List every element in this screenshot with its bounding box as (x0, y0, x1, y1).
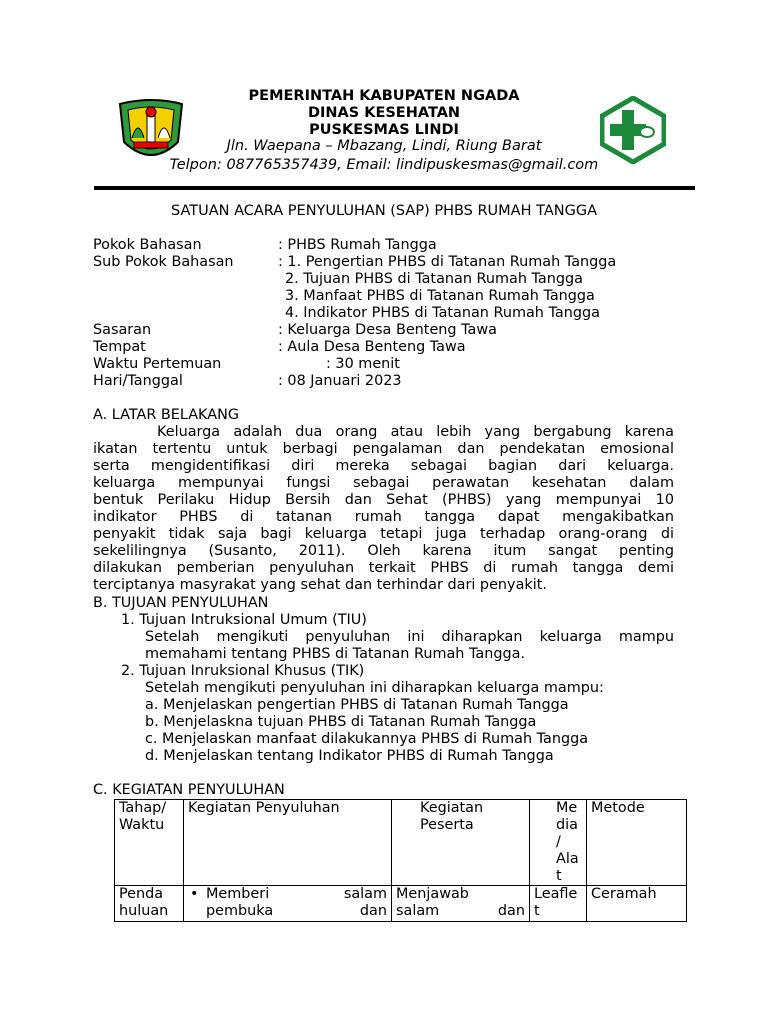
cell-text: Menjawab (396, 886, 469, 902)
header-text: Ala (556, 851, 579, 867)
cell-text: Memberi (206, 886, 270, 902)
sasaran-label: Sasaran (93, 322, 152, 338)
para-line: sekelilingnya (Susanto, 2011). Oleh karena itum sangat penting (93, 543, 674, 559)
bullet-icon: • (190, 886, 199, 902)
sub-value-1: : 1. Pengertian PHBS di Tatanan Rumah Tangga (278, 254, 617, 270)
header-text: Kegiatan (420, 800, 484, 816)
header-divider (94, 186, 695, 190)
letterhead-line3: PUSKESMAS LINDI (309, 122, 459, 138)
section-b-heading: B. TUJUAN PENYULUHAN (93, 595, 269, 611)
tempat-value: : Aula Desa Benteng Tawa (278, 339, 466, 355)
header-text: t (556, 868, 562, 884)
letterhead-address: Jln. Waepana – Mbazang, Lindi, Riung Barat (226, 138, 542, 154)
header-text: Metode (591, 800, 645, 816)
letterhead-line2: DINAS KESEHATAN (307, 105, 461, 121)
para-line: dilakukan pemberian penyuluhan terkait PHBS di rumah tangga demi (93, 560, 674, 576)
cell-peserta (392, 886, 530, 922)
para-line: Setelah mengikuti penyuluhan ini diharapkan keluarga mampu (145, 629, 674, 645)
header-text: Waktu (119, 817, 165, 833)
tiu-paragraph (145, 629, 674, 663)
kegiatan-table (114, 799, 687, 922)
letterhead-line1: PEMERINTAH KABUPATEN NGADA (248, 88, 520, 104)
header-media (530, 800, 587, 886)
table-header-row (115, 800, 687, 886)
cell-media (530, 886, 587, 922)
section-a-heading: A. LATAR BELAKANG (93, 407, 240, 423)
para-line: keluarga mempunyai fungsi sebagai perawatan kesehatan dalam (93, 475, 674, 491)
tik-item-a: a. Menjelaskan pengertian PHBS di Tatanan Rumah Tangga (145, 697, 569, 713)
pokok-label: Pokok Bahasan (93, 237, 202, 253)
tiu-title: 1. Tujuan Intruksional Umum (TIU) (121, 612, 367, 628)
header-metode (587, 800, 687, 886)
cell-text: salam (396, 903, 440, 919)
cell-text: dan (359, 903, 387, 919)
para-line: terciptanya masyrakat yang sehat dan terhindar dari penyakit. (93, 577, 547, 593)
cell-metode (587, 886, 687, 922)
cell-text: t (534, 903, 540, 919)
cell-tahap (115, 886, 184, 922)
tik-item-d: d. Menjelaskan tentang Indikator PHBS di Rumah Tangga (145, 748, 554, 764)
cell-text: dan (497, 903, 525, 919)
tik-intro: Setelah mengikuti penyuluhan ini diharapkan keluarga mampu: (145, 680, 604, 696)
header-peserta (392, 800, 530, 886)
cell-text: pembuka (206, 903, 274, 919)
para-line: Keluarga adalah dua orang atau lebih yang bergabung karena (157, 424, 674, 440)
tik-title: 2. Tujuan Inruksional Khusus (TIK) (121, 663, 365, 679)
hari-label: Hari/Tanggal (93, 373, 183, 389)
hari-value: : 08 Januari 2023 (278, 373, 402, 389)
pokok-value: : PHBS Rumah Tangga (278, 237, 437, 253)
section-c-heading: C. KEGIATAN PENYULUHAN (93, 782, 285, 798)
para-line: ikatan tertentu untuk berbagi pengalaman dan pendekatan emosional (93, 441, 674, 457)
para-line: serta mengidentifikasi diri mereka sebagai bagian dari keluarga. (93, 458, 674, 474)
cell-text: Ceramah (591, 886, 657, 902)
para-line: penyakit tidak saja bagi keluarga tetapi juga terhadap orang-orang di (93, 526, 674, 542)
sub-value-3: 3. Manfaat PHBS di Tatanan Rumah Tangga (285, 288, 595, 304)
sub-value-4: 4. Indikator PHBS di Tatanan Rumah Tangga (285, 305, 600, 321)
waktu-label: Waktu Pertemuan (93, 356, 222, 372)
header-tahap (115, 800, 184, 886)
header-text: / (556, 834, 561, 850)
table-row (115, 886, 687, 922)
tik-item-c: c. Menjelaskan manfaat dilakukannya PHBS di Rumah Tangga (145, 731, 589, 747)
para-line: memahami tentang PHBS di Tatanan Rumah Tangga. (145, 646, 526, 662)
cell-text: salam (343, 886, 387, 902)
cell-kegiatan (184, 886, 392, 922)
header-text: Peserta (420, 817, 474, 833)
header-text: Kegiatan Penyuluhan (188, 800, 340, 816)
document-title: SATUAN ACARA PENYULUHAN (SAP) PHBS RUMAH TANGGA (170, 203, 598, 219)
sasaran-value: : Keluarga Desa Benteng Tawa (278, 322, 497, 338)
header-text: Me (556, 800, 578, 816)
sub-value-2: 2. Tujuan PHBS di Tatanan Rumah Tangga (285, 271, 583, 287)
tik-item-b: b. Menjelaskna tujuan PHBS di Tatanan Rumah Tangga (145, 714, 537, 730)
cell-text: Leafle (534, 886, 578, 902)
waktu-value: : 30 menit (326, 356, 400, 372)
cell-text: Penda (119, 886, 164, 902)
cell-text: huluan (119, 903, 169, 919)
header-text: Tahap/ (119, 800, 167, 816)
tempat-label: Tempat (93, 339, 146, 355)
section-a-paragraph (93, 424, 674, 594)
header-text: dia (556, 817, 578, 833)
para-line: indikator PHBS di tatanan rumah tangga dapat mengakibatkan (93, 509, 674, 525)
para-line: bentuk Perilaku Hidup Bersih dan Sehat (PHBS) yang mempunyai 10 (93, 492, 674, 508)
header-kegiatan (184, 800, 392, 886)
sub-label: Sub Pokok Bahasan (93, 254, 234, 270)
letterhead-contact: Telpon: 087765357439, Email: lindipuskesmas@gmail.com (169, 157, 599, 173)
